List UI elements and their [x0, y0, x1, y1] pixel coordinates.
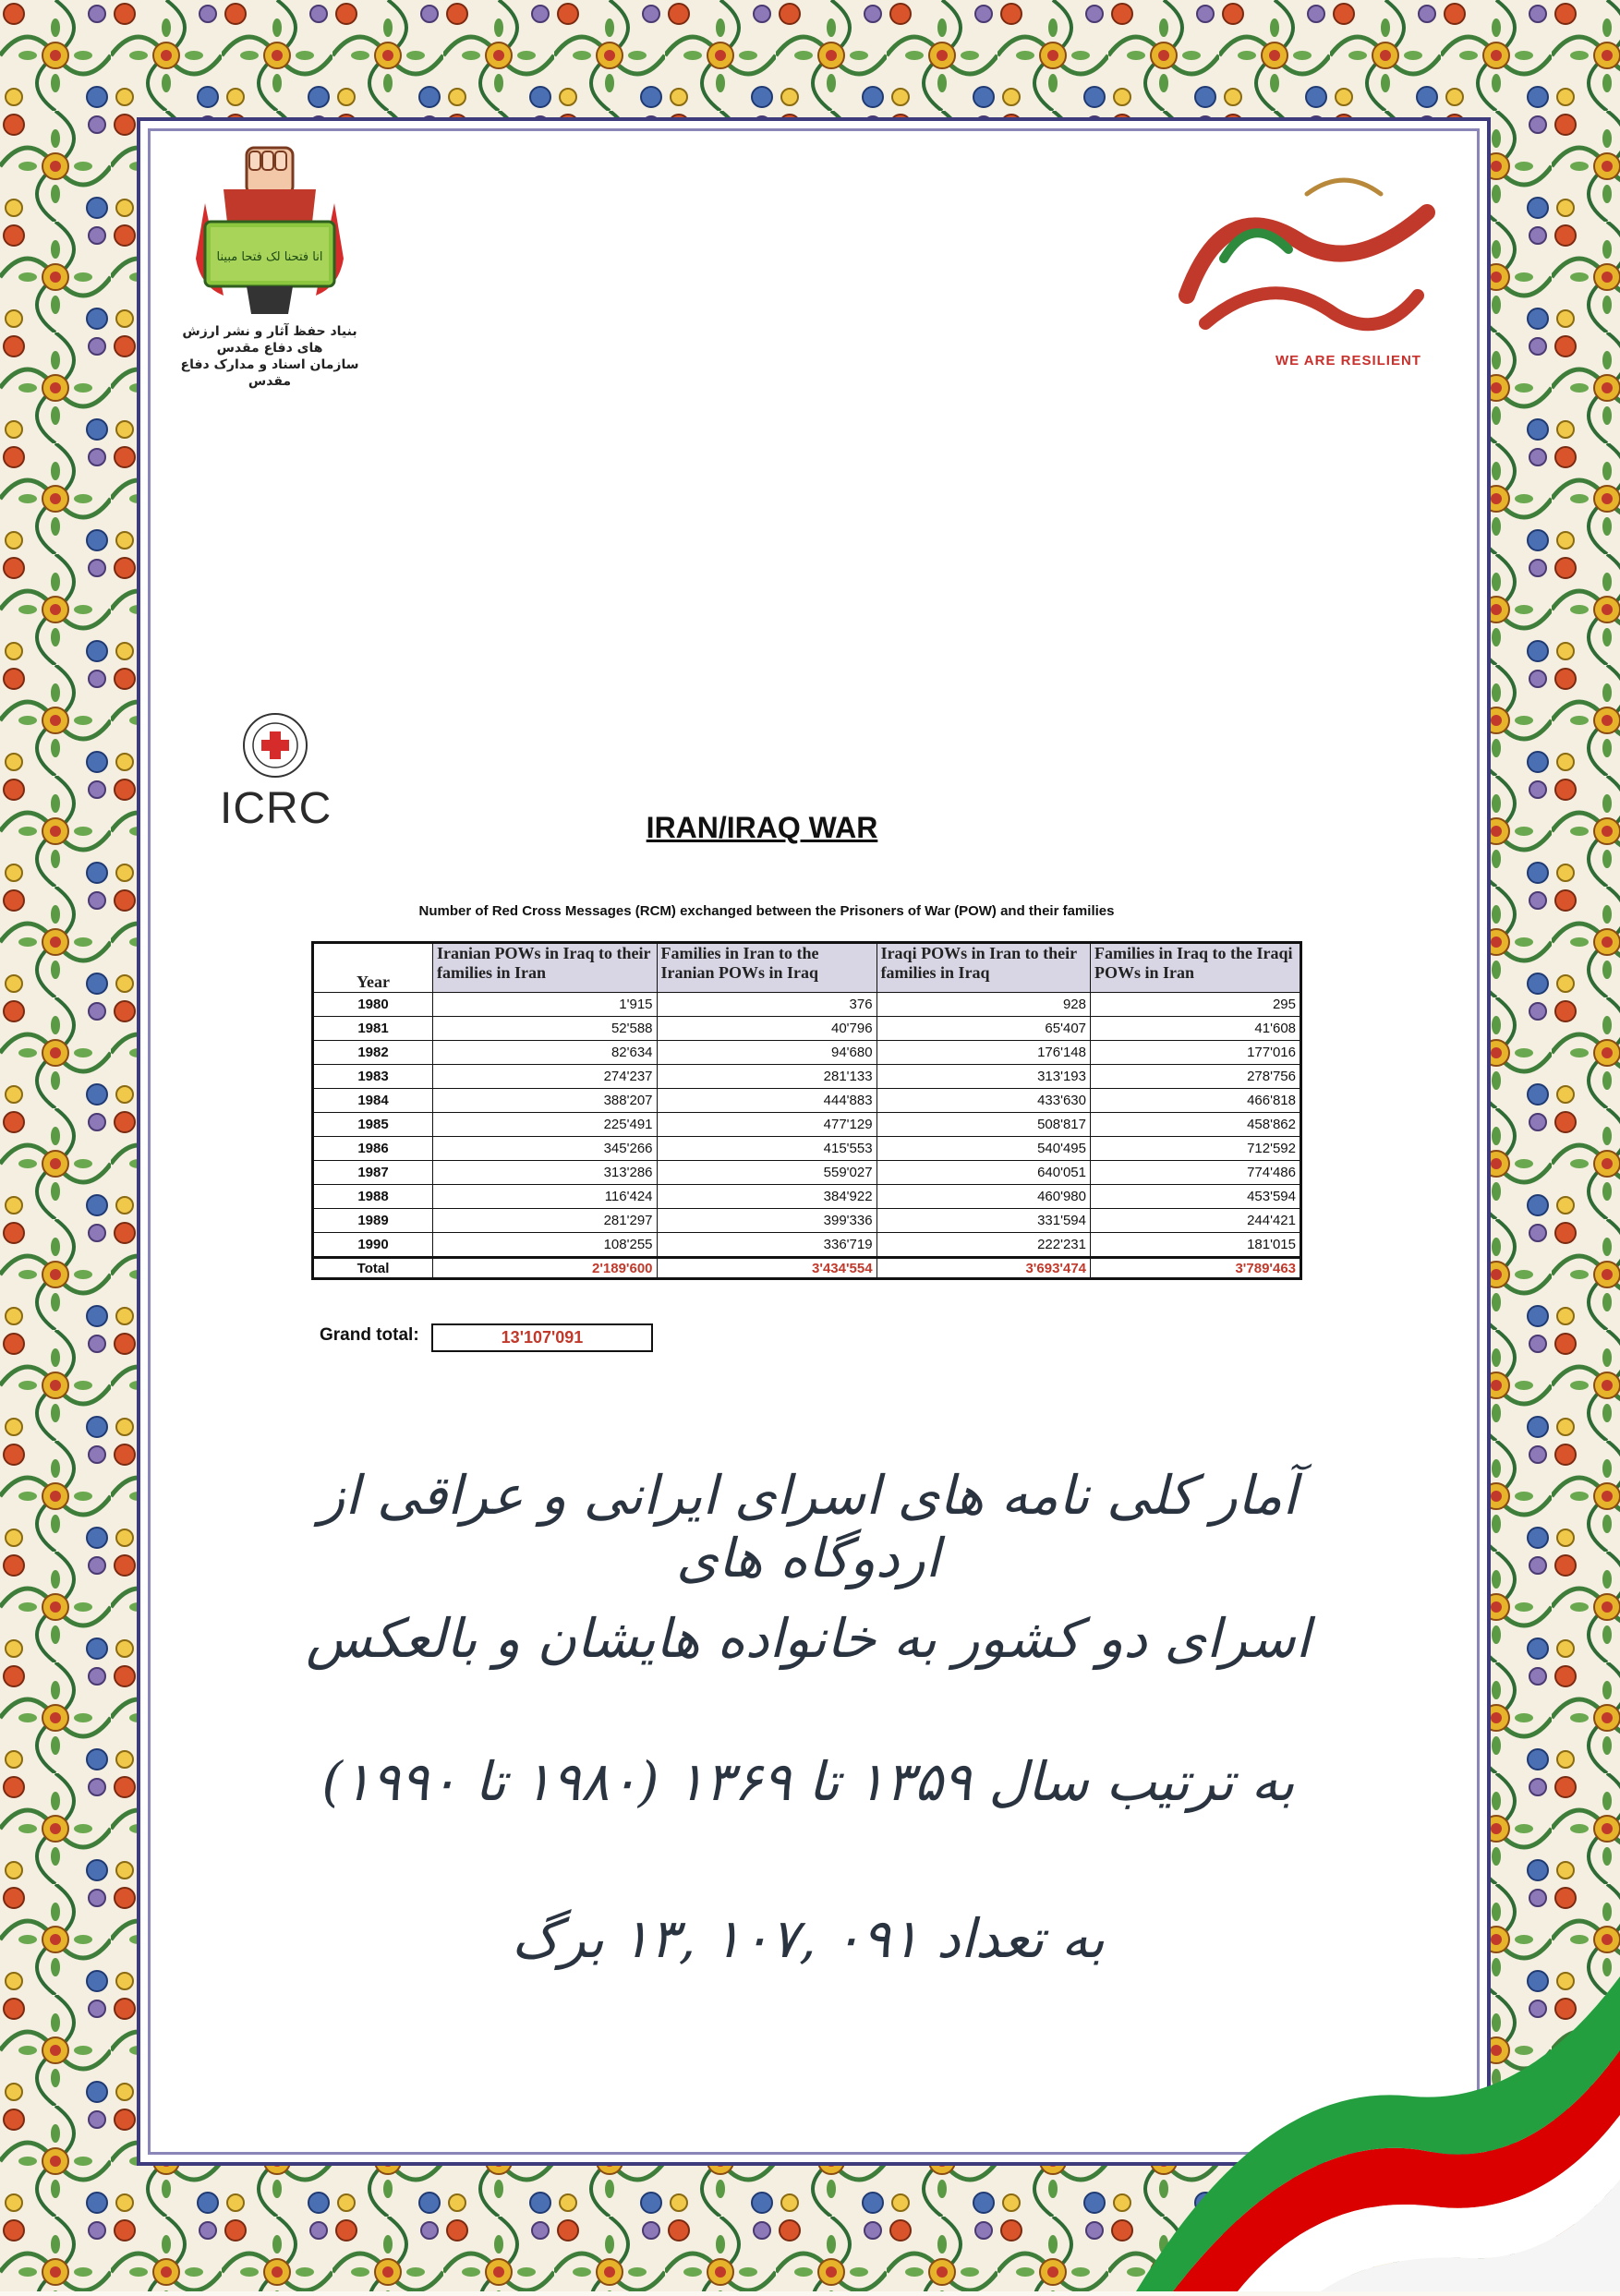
- table-row: [313, 993, 1301, 1017]
- table-cell: 295: [1091, 993, 1301, 1017]
- cell-year: 1985: [313, 1113, 433, 1137]
- grand-total-value: 13'107'091: [431, 1323, 653, 1352]
- document-title: IRAN/IRAQ WAR: [646, 811, 878, 844]
- table-cell: 41'608: [1091, 1017, 1301, 1041]
- table-cell: 94'680: [657, 1041, 876, 1065]
- table-cell: 82'634: [433, 1041, 658, 1065]
- table-cell: 559'027: [657, 1161, 876, 1185]
- table-total-row: [313, 1258, 1301, 1279]
- table-cell: 222'231: [876, 1233, 1090, 1258]
- table-cell: 177'016: [1091, 1041, 1301, 1065]
- table-cell: 466'818: [1091, 1089, 1301, 1113]
- icrc-logo: [220, 711, 340, 836]
- emblem-script: انا فتحنا لک فتحا مبینا: [216, 250, 323, 264]
- table-cell: 376: [657, 993, 876, 1017]
- table-cell: 415'553: [657, 1137, 876, 1161]
- table-cell: 460'980: [876, 1185, 1090, 1209]
- cell-year: 1980: [313, 993, 433, 1017]
- org-caption-line1: بنیاد حفظ آثار و نشر ارزش های دفاع مقدس: [182, 324, 357, 356]
- iranian-flag-ribbon: [1136, 1940, 1620, 2291]
- table-cell: 313'193: [876, 1065, 1090, 1089]
- table-cell: 244'421: [1091, 1209, 1301, 1233]
- table-cell: 176'148: [876, 1041, 1090, 1065]
- total-cell: 3'434'554: [657, 1258, 876, 1279]
- table-cell: 336'719: [657, 1233, 876, 1258]
- table-row: [313, 1209, 1301, 1233]
- table-cell: 640'051: [876, 1161, 1090, 1185]
- red-cross-emblem-icon: [238, 711, 312, 780]
- icrc-name: ICRC: [220, 784, 332, 833]
- table-cell: 399'336: [657, 1209, 876, 1233]
- table-row: [313, 1041, 1301, 1065]
- calligraphy-logo-icon: [1168, 157, 1445, 351]
- table-cell: 116'424: [433, 1185, 658, 1209]
- table-header-row: [313, 943, 1301, 993]
- logo-subtitle: WE ARE RESILIENT: [1275, 353, 1421, 369]
- table-row: [313, 1113, 1301, 1137]
- table-cell: 274'237: [433, 1065, 658, 1089]
- fist-emblem-icon: [159, 139, 381, 323]
- table-cell: 540'495: [876, 1137, 1090, 1161]
- cell-year: 1983: [313, 1065, 433, 1089]
- cell-year: 1982: [313, 1041, 433, 1065]
- cell-year: 1981: [313, 1017, 433, 1041]
- table-cell: 278'756: [1091, 1065, 1301, 1089]
- document-subtitle: Number of Red Cross Messages (RCM) exchanged between the Prisoners of War (POW) and their families: [418, 903, 1115, 919]
- table-cell: 774'486: [1091, 1161, 1301, 1185]
- table-cell: 281'133: [657, 1065, 876, 1089]
- cell-year: 1984: [313, 1089, 433, 1113]
- table-cell: 108'255: [433, 1233, 658, 1258]
- total-cell: 3'789'463: [1091, 1258, 1301, 1279]
- column-header-iran-families-to-pows: Families in Iran to the Iranian POWs in Iraq: [657, 943, 876, 993]
- table-cell: 1'915: [433, 993, 658, 1017]
- column-header-year: Year: [313, 943, 433, 993]
- column-header-iraq-families-to-pows: Families in Iraq to the Iraqi POWs in Iran: [1091, 943, 1301, 993]
- grand-total-label: Grand total:: [320, 1325, 419, 1345]
- table-cell: 331'594: [876, 1209, 1090, 1233]
- rcm-table: [311, 941, 1302, 1280]
- table-cell: 458'862: [1091, 1113, 1301, 1137]
- table-cell: 444'883: [657, 1089, 876, 1113]
- table-row: [313, 1017, 1301, 1041]
- table-cell: 928: [876, 993, 1090, 1017]
- table-cell: 225'491: [433, 1113, 658, 1137]
- table-cell: 508'817: [876, 1113, 1090, 1137]
- table-cell: 453'594: [1091, 1185, 1301, 1209]
- table-cell: 52'588: [433, 1017, 658, 1041]
- total-cell: 2'189'600: [433, 1258, 658, 1279]
- persian-caption-line3: به ترتیب سال ۱۳۵۹ تا ۱۳۶۹ (۱۹۸۰ تا ۱۹۹۰): [321, 1750, 1295, 1813]
- table-cell: 433'630: [876, 1089, 1090, 1113]
- table-cell: 65'407: [876, 1017, 1090, 1041]
- table-cell: 281'297: [433, 1209, 658, 1233]
- table-cell: 384'922: [657, 1185, 876, 1209]
- table-cell: 345'266: [433, 1137, 658, 1161]
- table-row: [313, 1065, 1301, 1089]
- table-row: [313, 1137, 1301, 1161]
- cell-year: 1989: [313, 1209, 433, 1233]
- holy-defense-foundation-logo: [159, 139, 381, 389]
- flag-ribbon-icon: [1136, 1940, 1620, 2291]
- table-cell: 313'286: [433, 1161, 658, 1185]
- cell-total-label: Total: [313, 1258, 433, 1279]
- org-caption: [177, 323, 362, 390]
- table-cell: 477'129: [657, 1113, 876, 1137]
- cell-year: 1986: [313, 1137, 433, 1161]
- table-row: [313, 1233, 1301, 1258]
- we-are-resilient-logo: [1168, 157, 1445, 379]
- cell-year: 1987: [313, 1161, 433, 1185]
- persian-caption-line2: اسرای دو کشور به خانواده هایشان و بالعکس: [306, 1607, 1311, 1670]
- table-cell: 712'592: [1091, 1137, 1301, 1161]
- org-caption-line2: سازمان اسناد و مدارک دفاع مقدس: [180, 357, 359, 389]
- table-row: [313, 1161, 1301, 1185]
- cell-year: 1988: [313, 1185, 433, 1209]
- column-header-iraqi-pows-to-families: Iraqi POWs in Iran to their families in Iraq: [876, 943, 1090, 993]
- table-cell: 40'796: [657, 1017, 876, 1041]
- persian-caption-line4: به تعداد ۰۹۱ ,۱۰۷ ,۱۳ برگ: [511, 1907, 1106, 1970]
- total-cell: 3'693'474: [876, 1258, 1090, 1279]
- table-cell: 181'015: [1091, 1233, 1301, 1258]
- table-row: [313, 1089, 1301, 1113]
- table-cell: 388'207: [433, 1089, 658, 1113]
- cell-year: 1990: [313, 1233, 433, 1258]
- table-row: [313, 1185, 1301, 1209]
- column-header-iranian-pows-to-families: Iranian POWs in Iraq to their families in Iran: [433, 943, 658, 993]
- persian-caption-line1: آمار کلی نامه های اسرای ایرانی و عراقی از اردوگاه های: [319, 1464, 1298, 1589]
